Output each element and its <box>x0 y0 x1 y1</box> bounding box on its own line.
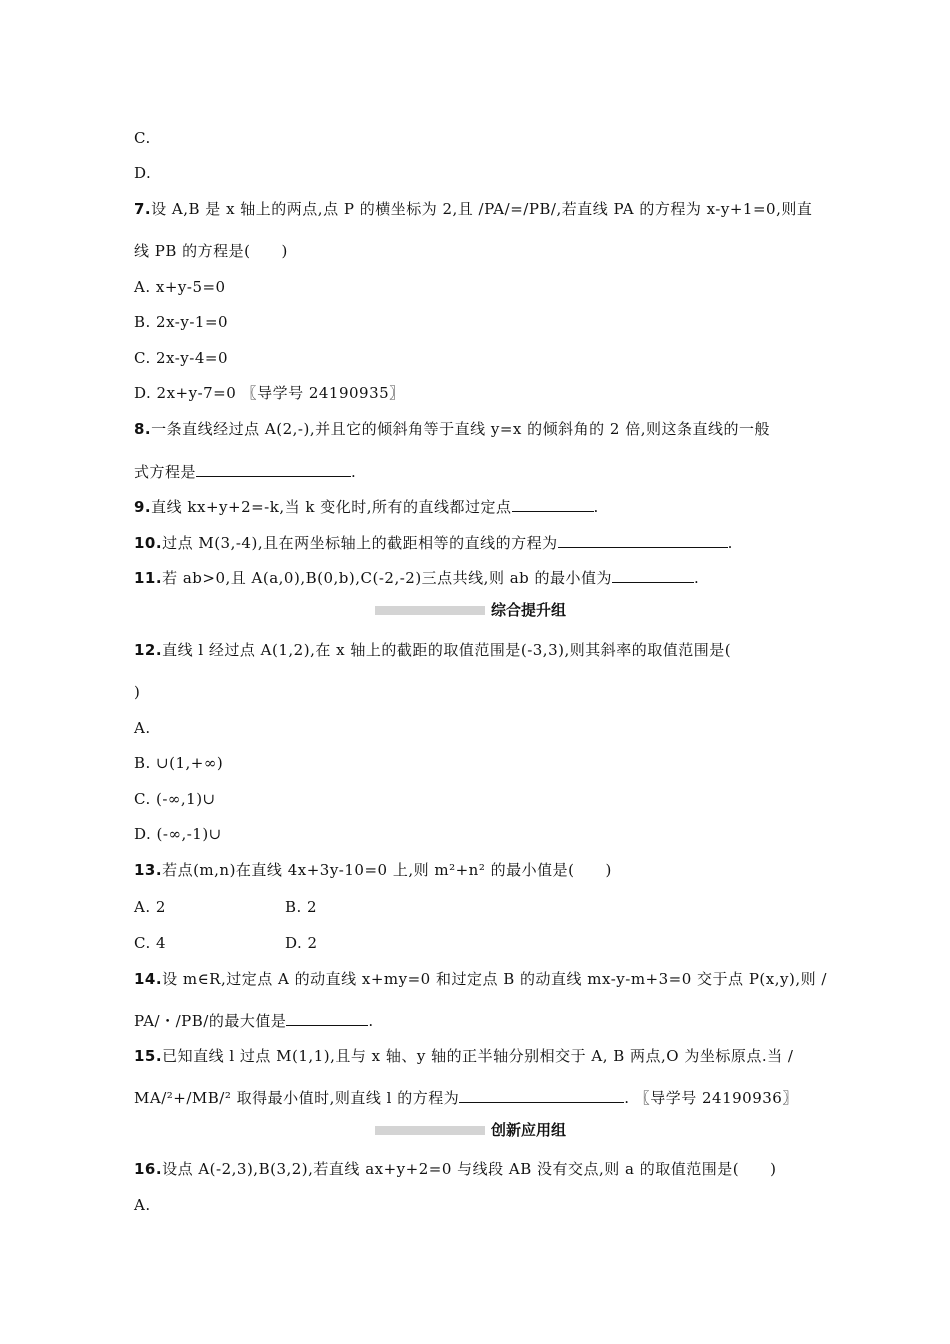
question-7-option-c: C. 2x-y-4=0 <box>134 349 228 367</box>
question-15-line-1 <box>134 1046 793 1066</box>
question-10 <box>134 533 733 553</box>
section-title: 综合提升组 <box>491 601 567 619</box>
question-text: 式方程是 <box>134 463 197 481</box>
question-text: 一条直线经过点 A(2,-),并且它的倾斜角等于直线 y=x 的倾斜角的 2 倍,则这条直线的一般 <box>151 420 770 438</box>
question-text: . <box>694 569 700 587</box>
question-12-line-2: ) <box>134 683 141 701</box>
question-number: 10. <box>134 534 163 552</box>
question-text: . <box>351 463 357 481</box>
section-bar <box>375 1126 485 1135</box>
question-11 <box>134 568 699 588</box>
question-8-line-2 <box>134 462 356 482</box>
question-number: 13. <box>134 861 163 879</box>
question-8-line-1 <box>134 419 770 439</box>
answer-blank[interactable] <box>512 497 594 512</box>
question-text: 直线 kx+y+2=-k,当 k 变化时,所有的直线都过定点 <box>151 498 512 516</box>
answer-blank[interactable] <box>612 568 694 583</box>
question-text: PA/・/PB/的最大值是 <box>134 1012 287 1030</box>
question-text: 过点 M(3,-4),且在两坐标轴上的截距相等的直线的方程为 <box>162 534 558 552</box>
question-16-option-a: A. <box>134 1196 151 1214</box>
question-text: . <box>727 534 733 552</box>
question-13-option-a: A. 2 <box>134 898 166 916</box>
question-12-option-b: B. ∪(1,+∞) <box>134 754 224 772</box>
question-text: 设点 A(-2,3),B(3,2),若直线 ax+y+2=0 与线段 AB 没有交点,则 a 的取值范围是( ) <box>162 1160 777 1178</box>
question-number: 9. <box>134 498 152 516</box>
question-9 <box>134 497 599 517</box>
section-bar <box>375 606 485 615</box>
question-13-option-c: C. 4 <box>134 934 167 952</box>
question-16 <box>134 1159 776 1179</box>
question-7-option-a: A. x+y-5=0 <box>134 278 226 296</box>
question-7-option-d: D. 2x+y-7=0 〖导学号 24190935〗 <box>134 384 405 402</box>
question-14-line-1 <box>134 969 827 989</box>
question-number: 7. <box>134 200 152 218</box>
question-13-option-d: D. 2 <box>285 934 318 952</box>
question-12-option-d: D. (-∞,-1)∪ <box>134 825 222 843</box>
question-7-line-1 <box>134 199 812 219</box>
question-12-option-a: A. <box>134 719 151 737</box>
question-text: 设 A,B 是 x 轴上的两点,点 P 的横坐标为 2,且 /PA/=/PB/,若直线 PA 的方程为 x-y+1=0,则直 <box>151 200 813 218</box>
question-13 <box>134 860 612 880</box>
option-d-prev: D. <box>134 164 152 182</box>
question-12-line-1 <box>134 640 731 660</box>
question-text: . <box>368 1012 374 1030</box>
question-13-option-b: B. 2 <box>285 898 318 916</box>
question-text: . 〖导学号 24190936〗 <box>624 1089 798 1107</box>
question-15-line-2 <box>134 1088 798 1108</box>
section-title: 创新应用组 <box>491 1121 567 1139</box>
question-text: 设 m∈R,过定点 A 的动直线 x+my=0 和过定点 B 的动直线 mx-y-m+3=0 交于点 P(x,y),则 / <box>162 970 827 988</box>
question-text: 若点(m,n)在直线 4x+3y-10=0 上,则 m²+n² 的最小值是( ) <box>162 861 612 879</box>
question-14-line-2 <box>134 1011 374 1031</box>
answer-blank[interactable] <box>459 1088 624 1103</box>
question-12-option-c: C. (-∞,1)∪ <box>134 790 216 808</box>
question-7-option-b: B. 2x-y-1=0 <box>134 313 229 331</box>
question-number: 15. <box>134 1047 163 1065</box>
question-number: 12. <box>134 641 163 659</box>
question-number: 16. <box>134 1160 163 1178</box>
question-number: 14. <box>134 970 163 988</box>
question-text: . <box>593 498 599 516</box>
question-text: MA/²+/MB/² 取得最小值时,则直线 l 的方程为 <box>134 1089 460 1107</box>
question-number: 8. <box>134 420 152 438</box>
question-number: 11. <box>134 569 163 587</box>
answer-blank[interactable] <box>558 533 728 548</box>
question-7-line-2: 线 PB 的方程是( ) <box>134 242 288 260</box>
answer-blank[interactable] <box>286 1011 368 1026</box>
option-c-prev: C. <box>134 129 151 147</box>
question-text: 已知直线 l 过点 M(1,1),且与 x 轴、y 轴的正半轴分别相交于 A, B 两点,O 为坐标原点.当 / <box>162 1047 794 1065</box>
answer-blank[interactable] <box>196 462 351 477</box>
question-text: 直线 l 经过点 A(1,2),在 x 轴上的截距的取值范围是(-3,3),则其斜率的取值范围是( <box>162 641 732 659</box>
question-text: 若 ab>0,且 A(a,0),B(0,b),C(-2,-2)三点共线,则 ab 的最小值为 <box>162 569 613 587</box>
